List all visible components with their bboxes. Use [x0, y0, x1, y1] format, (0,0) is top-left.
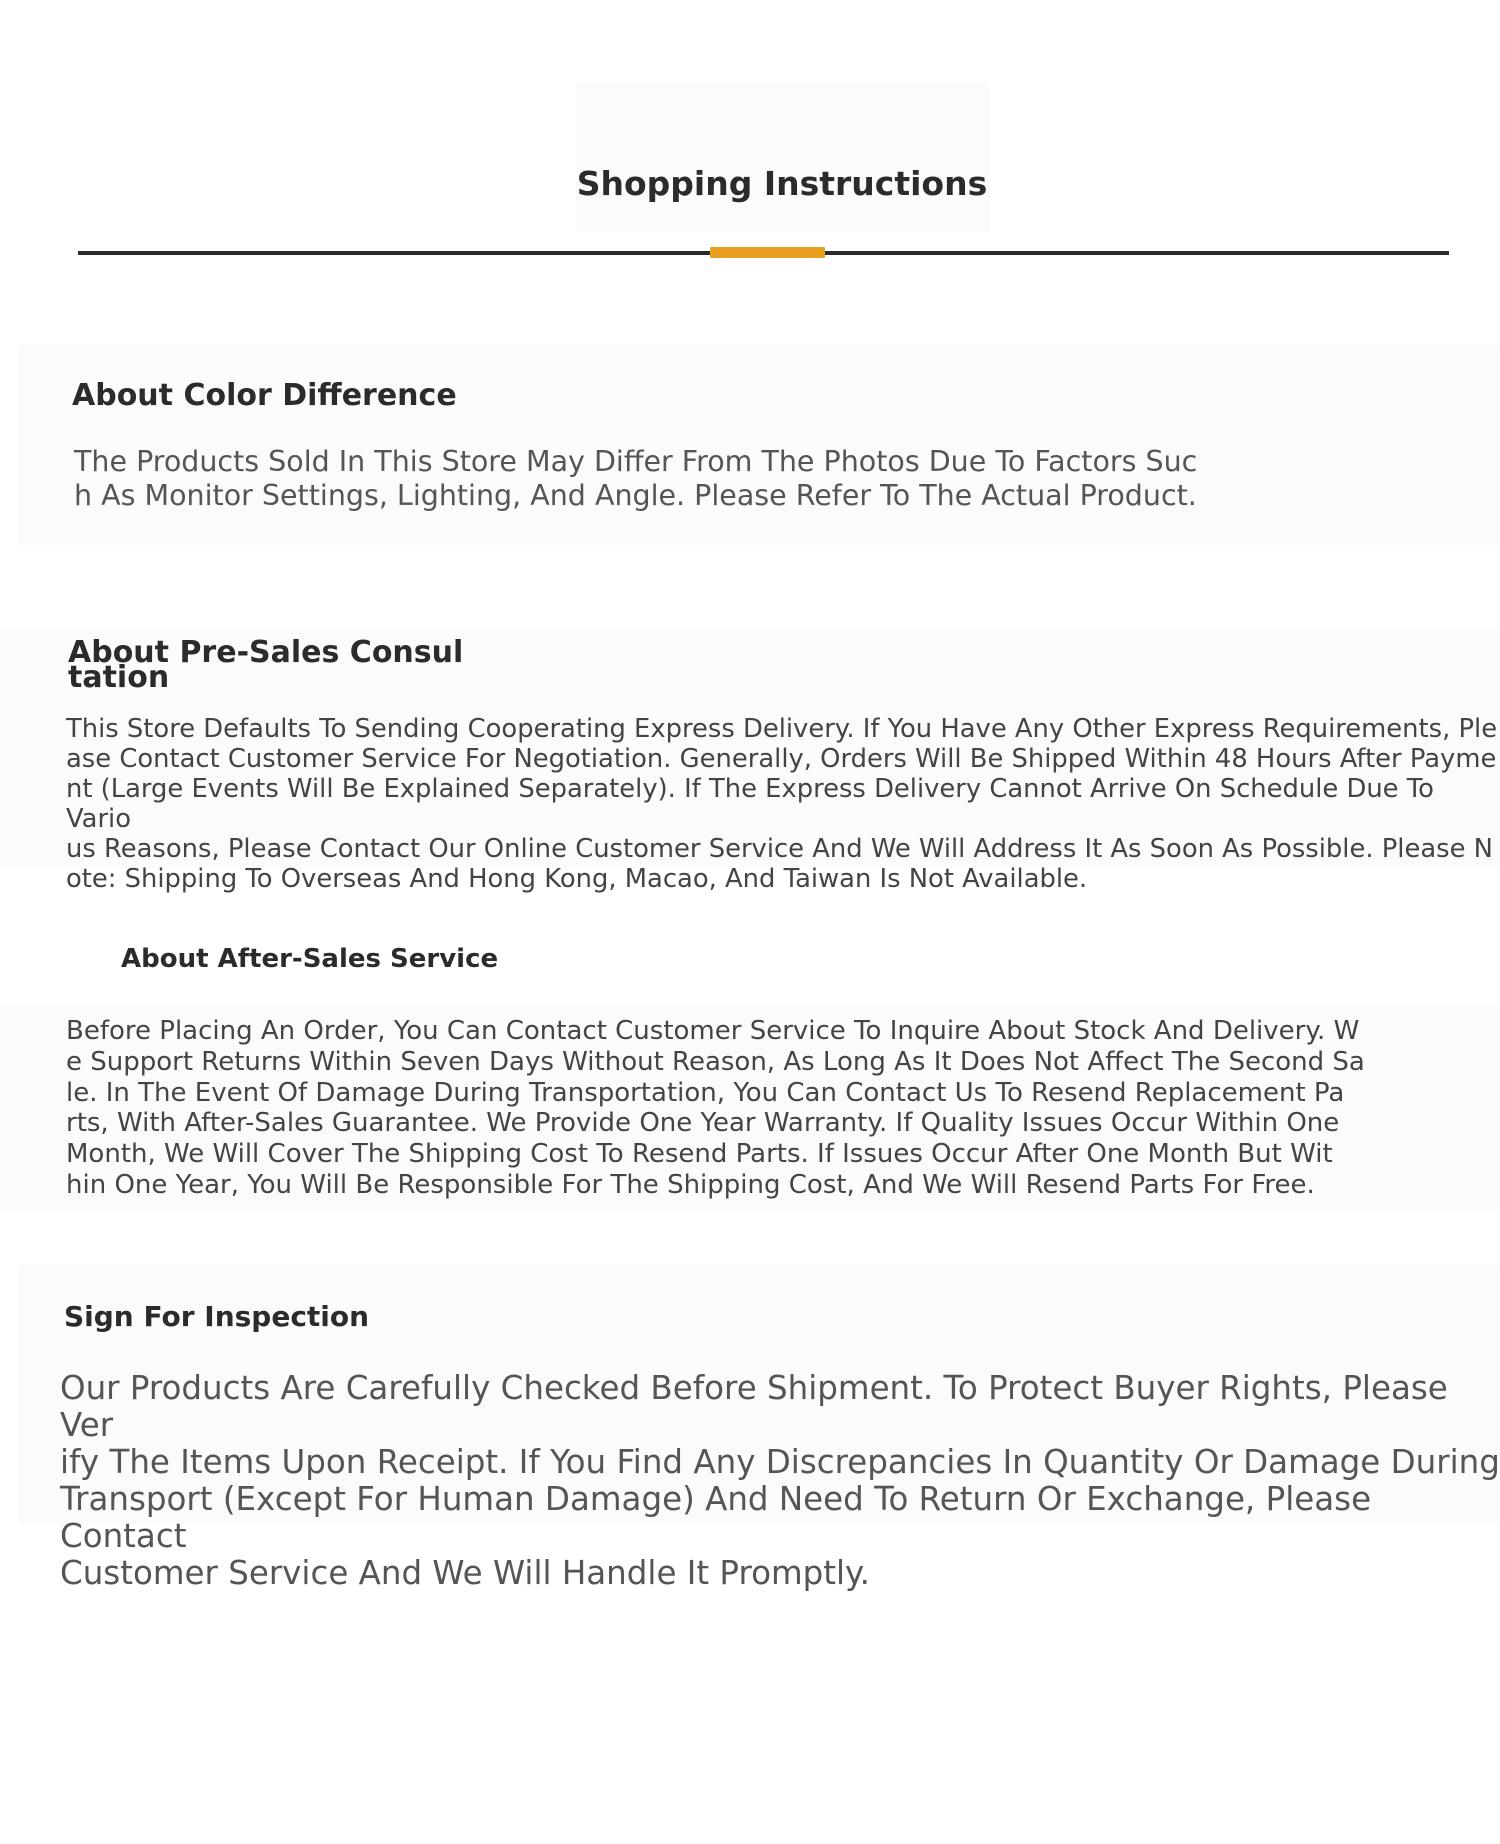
page-title: Shopping Instructions: [576, 164, 988, 204]
title-divider-accent: [710, 247, 825, 258]
section-heading-pre-sales: About Pre-Sales Consul tation: [68, 635, 464, 695]
section-heading-inspection: Sign For Inspection: [64, 1300, 370, 1333]
title-band: [576, 82, 990, 232]
section-body-pre-sales: This Store Defaults To Sending Cooperating Express Delivery. If You Have Any Other Express Requirements, Ple ase Contact Customer Service For Negotiation. Generally, Orders Will Be Shipped Within 48 Hours After Payme nt (Large Events Will Be Explained Separately). If The Express Delivery Cannot Arrive On Schedule Due To Vario us Reasons, Please Contact Our Online Customer Service And We Will Address It As Soon As Possible. Please N ote: Shipping To Overseas And Hong Kong, Macao, And Taiwan Is Not Available.: [66, 714, 1498, 894]
section-heading-after-sales: About After-Sales Service: [121, 944, 499, 974]
section-body-color-difference: The Products Sold In This Store May Differ From The Photos Due To Factors Suc h As Monitor Settings, Lighting, And Angle. Please Refer To The Actual Product.: [74, 445, 1198, 512]
section-body-inspection: Our Products Are Carefully Checked Before Shipment. To Protect Buyer Rights, Please Ver ify The Items Upon Receipt. If You Find Any Discrepancies In Quantity Or Damage During Transport (Except For Human Damage) And Need To Return Or Exchange, Please Contact Customer Service And We Will Handle It Promptly.: [60, 1369, 1500, 1592]
section-heading-color-difference: About Color Difference: [72, 378, 457, 413]
section-body-after-sales: Before Placing An Order, You Can Contact Customer Service To Inquire About Stock And Delivery. W e Support Returns Within Seven Days Without Reason, As Long As It Does Not Affect The Second Sa le. In The Event Of Damage During Transportation, You Can Contact Us To Resend Replacement Pa rts, With After-Sales Guarantee. We Provide One Year Warranty. If Quality Issues Occur Within One Month, We Will Cover The Shipping Cost To Resend Parts. If Issues Occur After One Month But Wit hin One Year, You Will Be Responsible For The Shipping Cost, And We Will Resend Parts For Free.: [66, 1016, 1365, 1200]
